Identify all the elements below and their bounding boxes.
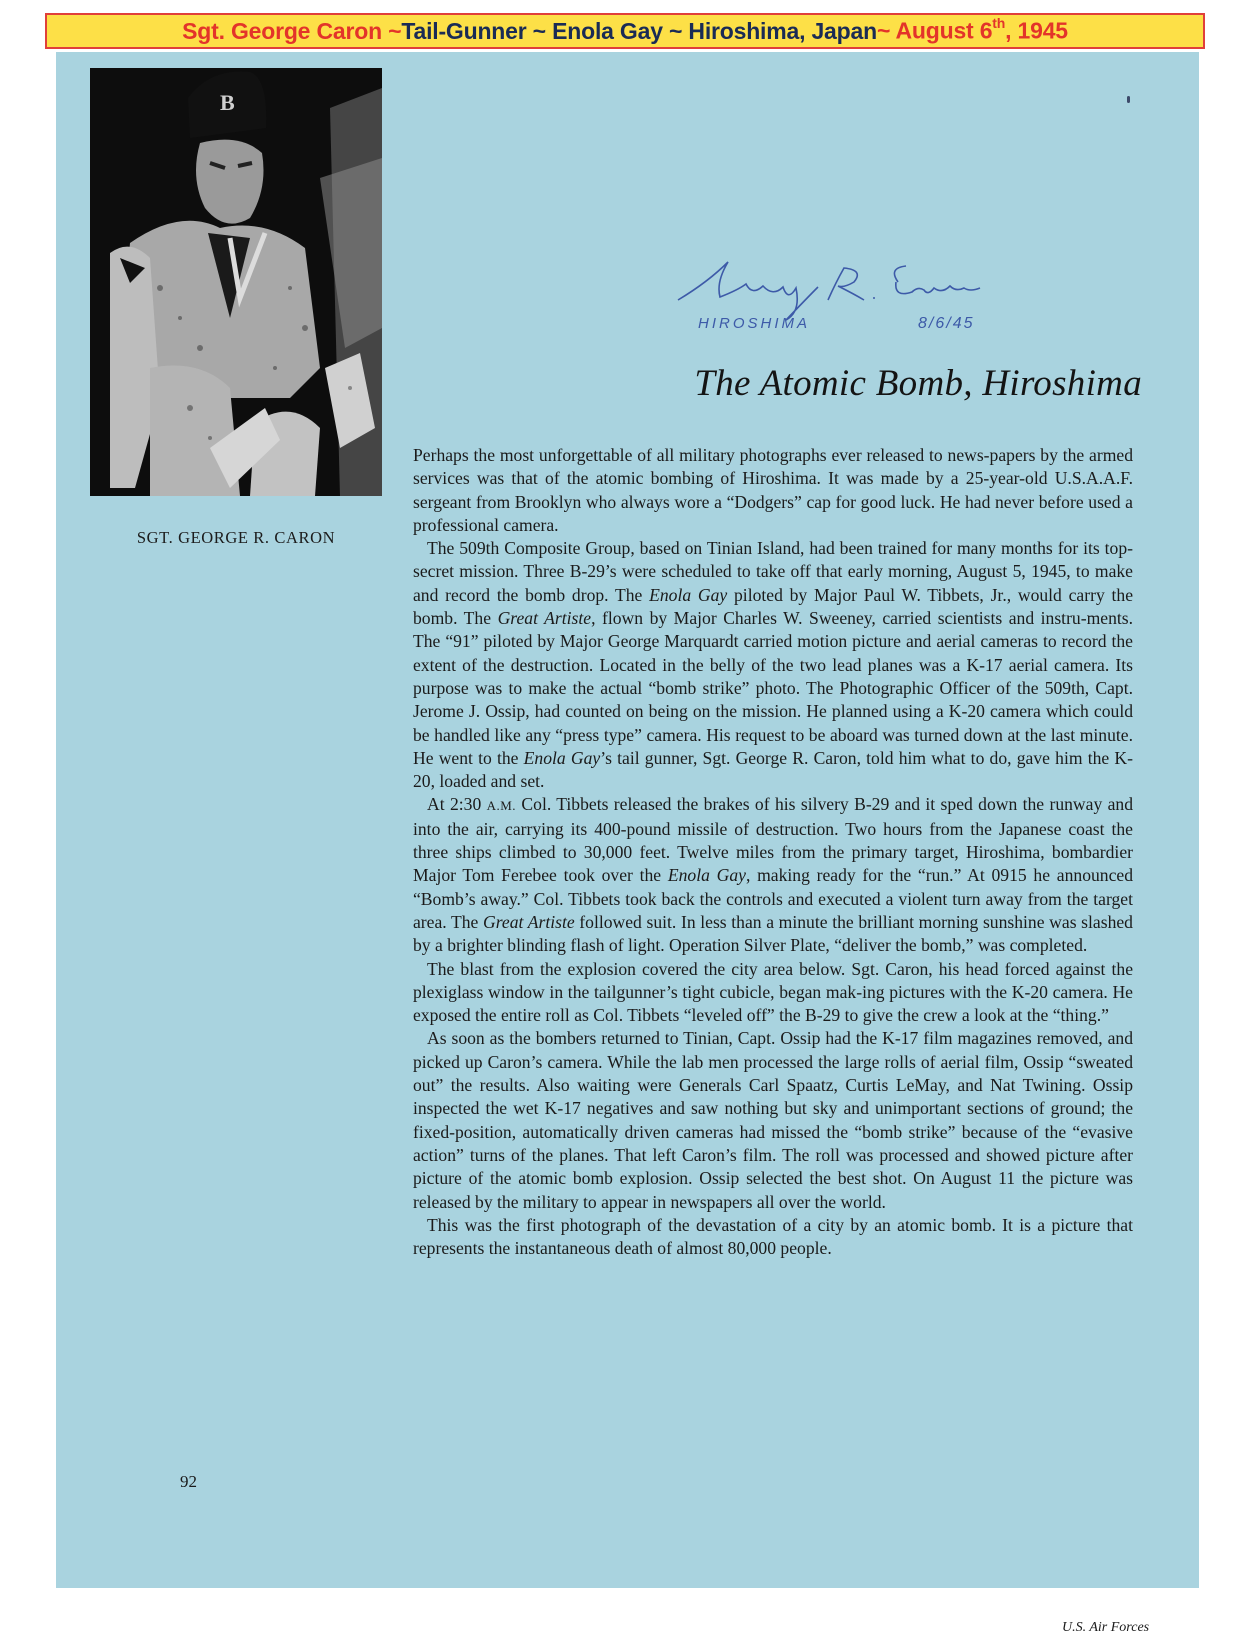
halftone-portrait-image bbox=[90, 68, 382, 496]
banner-role-location: Tail-Gunner ~ Enola Gay ~ Hiroshima, Japan bbox=[401, 17, 877, 44]
photo-credit: U.S. Air Forces bbox=[1062, 1620, 1150, 1635]
paragraph: As soon as the bombers returned to Tinian, Capt. Ossip had the K-17 film magazines removed, and picked up Caron’s camera. While the lab men processed the large rolls of aerial film, Ossip “sweated out” the results. Also waiting were Generals Carl Spaatz, Curtis LeMay, and Nat Twining. Ossip inspected the wet K-17 negatives and saw nothing but sky and unimportant sections of ground; the fixed-position, automatically driven cameras had missed the “bomb strike” because of the “evasive action” turns of the planes. That left Caron’s film. The roll was processed and showed picture after picture of the atomic bomb explosion. Ossip selected the best shot. On August 11 the picture was released by the military to appear in newspapers all over the world. bbox=[413, 1028, 1133, 1212]
paragraph: The 509th Composite Group, based on Tinian Island, had been trained for many months for its top-secret mission. Three B-29’s were scheduled to take off that early morning, August 5, 1945, to make and record the bomb drop. The Enola Gay piloted by Major Paul W. Tibbets, Jr., would carry the bomb. The Great Artiste, flown by Major Charles W. Sweeney, carried scientists and instru-ments. The “91” piloted by Major George Marquardt carried motion picture and aerial cameras to record the extent of the destruction. Located in the belly of the two lead planes was a K-17 aerial camera. Its purpose was to make the actual “bomb strike” photo. The Photographic Officer of the 509th, Capt. Jerome J. Ossip, had counted on being on the mission. He planned using a K-20 camera which could be handled like any “press type” camera. His request to be aboard was turned down at the last minute. He went to the Enola Gay’s tail gunner, Sgt. George R. Caron, told him what to do, gave him the K-20, loaded and set. bbox=[413, 538, 1134, 792]
signature-image bbox=[668, 242, 1068, 332]
title-banner bbox=[45, 13, 1205, 49]
article-body bbox=[413, 444, 1133, 1260]
paragraph: This was the first photograph of the devastation of a city by an atomic bomb. It is a picture that represents the instantaneous death of almost 80,000 people. bbox=[413, 1214, 1133, 1259]
paragraph: At 2:30 A.M. Col. Tibbets released the brakes of his silvery B-29 and it sped down the runway and into the air, carrying its 400-pound missile of destruction. Two hours from the Japanese coast the three ships climbed to 30,000 feet. Twelve miles from the primary target, Hiroshima, bombardier Major Tom Ferebee took over the Enola Gay, making ready for the “run.” At 0915 he announced “Bomb’s away.” Col. Tibbets took back the controls and executed a violent turn away from the target area. The Great Artiste followed suit. In less than a minute the brilliant morning sunshine was slashed by a brighter blinding flash of light. Operation Silver Plate, “deliver the bomb,” was completed. bbox=[413, 794, 1134, 956]
svg-text:8/6/45: 8/6/45 bbox=[918, 315, 975, 332]
paragraph: The blast from the explosion covered the city area below. Sgt. Caron, his head forced against the plexiglass window in the tailgunner’s tight cubicle, began mak-ing pictures with the K-20 camera. He exposed the entire roll as Col. Tibbets “leveled off” the B-29 to give the crew a look at the “thing.” bbox=[413, 958, 1133, 1026]
article-title: The Atomic Bomb, Hiroshima bbox=[694, 363, 1142, 404]
banner-name: Sgt. George Caron ~ bbox=[182, 17, 402, 44]
svg-text:B: B bbox=[220, 90, 235, 115]
book-page bbox=[56, 52, 1199, 1635]
svg-text:HIROSHIMA: HIROSHIMA bbox=[698, 315, 811, 332]
ink-speck bbox=[1127, 96, 1130, 103]
paragraph: Perhaps the most unforgettable of all military photographs ever released to news-papers by the armed services was that of the atomic bombing of Hiroshima. It was made by a 25-year-old U.S.A.A.F. sergeant from Brooklyn who always wore a “Dodgers” cap for good luck. He had never before used a professional camera. bbox=[413, 445, 1133, 535]
page-number: 92 bbox=[180, 1472, 197, 1491]
banner-date: ~ August 6th, 1945 bbox=[876, 15, 1068, 44]
portrait-photo bbox=[90, 68, 382, 496]
autograph bbox=[668, 242, 1068, 332]
photo-caption: SGT. GEORGE R. CARON bbox=[136, 528, 336, 547]
